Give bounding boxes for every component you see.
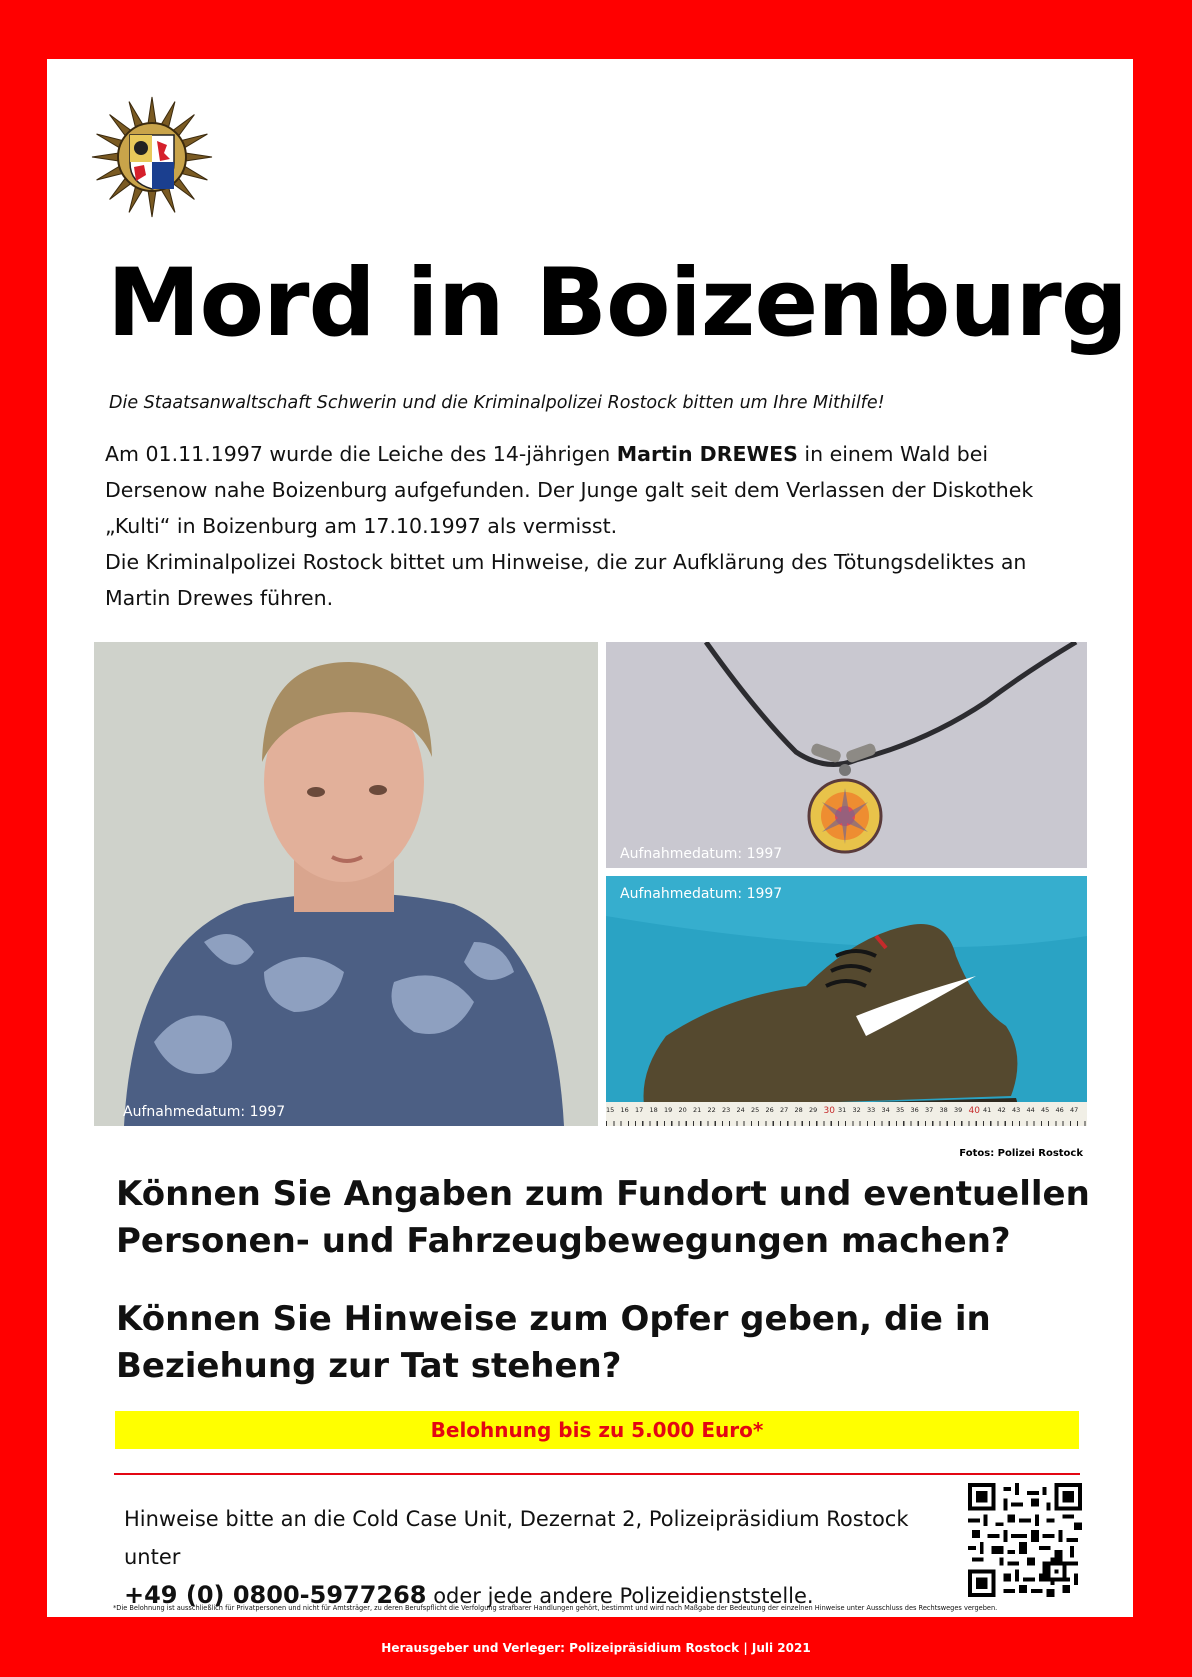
case-description	[105, 436, 1085, 616]
ruler-number: 33	[867, 1106, 876, 1114]
ruler-number: 35	[896, 1106, 905, 1114]
ruler-number: 26	[765, 1106, 774, 1114]
ruler-scale	[606, 1106, 1087, 1116]
question-line: Personen- und Fahrzeugbewegungen machen?	[116, 1221, 1011, 1261]
ruler-number: 42	[997, 1106, 1006, 1114]
ruler-number: 24	[736, 1106, 745, 1114]
poster-sheet	[47, 59, 1133, 1617]
reward-disclaimer: *Die Belohnung ist ausschließlich für Privatpersonen und nicht für Amtsträger, zu deren Berufspflicht die Verfolgung strafbarer Handlungen gehört, bestimmt und wird nach Maßgabe der Bedeutung der einzelnen Hinweise unter Ausschluss des Rechtsweges vergeben.	[113, 1604, 998, 1612]
ruler-number: 22	[707, 1106, 716, 1114]
ruler-number: 37	[925, 1106, 934, 1114]
ruler-number: 17	[635, 1106, 644, 1114]
ruler-number: 39	[954, 1106, 963, 1114]
photo-caption: Aufnahmedatum: 1997	[620, 886, 783, 902]
contact-info	[124, 1500, 944, 1615]
ruler-number: 30	[823, 1106, 835, 1116]
phone-number[interactable]: +49 (0) 0800-5977268	[124, 1581, 427, 1609]
necklace-photo	[606, 642, 1087, 868]
measuring-ruler	[606, 1102, 1087, 1126]
reward-banner: Belohnung bis zu 5.000 Euro*	[115, 1411, 1079, 1449]
ruler-number: 20	[678, 1106, 687, 1114]
page-title: Mord in Boizenburg	[107, 249, 1128, 358]
contact-text: oder jede andere Polizeidienststelle.	[426, 1584, 814, 1608]
contact-line: Hinweise bitte an die Cold Case Unit, Dezernat 2, Polizeipräsidium Rostock unter	[124, 1507, 909, 1569]
qr-code-icon[interactable]	[968, 1483, 1082, 1597]
ruler-ticks	[606, 1121, 1087, 1126]
question-line: Beziehung zur Tat stehen?	[116, 1346, 622, 1386]
photo-credit: Fotos: Polizei Rostock	[959, 1148, 1083, 1159]
description-text: in einem Wald bei	[797, 442, 989, 466]
ruler-number: 41	[983, 1106, 992, 1114]
police-star-badge-icon	[91, 96, 213, 218]
description-line: Dersenow nahe Boizenburg aufgefunden. Der Junge galt seit dem Verlassen der Diskothek	[105, 478, 1034, 502]
divider	[114, 1473, 1080, 1475]
ruler-number: 29	[809, 1106, 818, 1114]
photo-caption: Aufnahmedatum: 1997	[123, 1104, 286, 1120]
ruler-number: 28	[794, 1106, 803, 1114]
ruler-number: 43	[1012, 1106, 1021, 1114]
victim-name: Martin DREWES	[616, 442, 798, 466]
subtitle: Die Staatsanwaltschaft Schwerin und die Kriminalpolizei Rostock bitten um Ihre Mithilfe!	[109, 393, 885, 413]
ruler-number: 23	[722, 1106, 731, 1114]
ruler-number: 21	[693, 1106, 702, 1114]
ruler-number: 38	[939, 1106, 948, 1114]
victim-portrait-photo	[94, 642, 598, 1126]
ruler-number: 34	[881, 1106, 890, 1114]
ruler-number: 19	[664, 1106, 673, 1114]
publisher-footer: Herausgeber und Verleger: Polizeipräsidium Rostock | Juli 2021	[381, 1641, 811, 1655]
question-line: Können Sie Hinweise zum Opfer geben, die in	[116, 1299, 991, 1339]
ruler-number: 36	[910, 1106, 919, 1114]
description-line: Die Kriminalpolizei Rostock bittet um Hinweise, die zur Aufklärung des Tötungsdeliktes an	[105, 550, 1027, 574]
question-location	[116, 1171, 1106, 1265]
ruler-number: 31	[838, 1106, 847, 1114]
ruler-number: 18	[649, 1106, 658, 1114]
ruler-number: 15	[606, 1106, 615, 1114]
description-line	[105, 436, 1085, 472]
description-text: Am 01.11.1997 wurde die Leiche des 14-jährigen	[105, 442, 617, 466]
ruler-number: 45	[1041, 1106, 1050, 1114]
description-line: „Kulti“ in Boizenburg am 17.10.1997 als vermisst.	[105, 514, 618, 538]
question-line: Können Sie Angaben zum Fundort und eventuellen	[116, 1174, 1090, 1214]
ruler-number: 46	[1055, 1106, 1064, 1114]
ruler-number: 44	[1026, 1106, 1035, 1114]
ruler-number: 47	[1070, 1106, 1079, 1114]
description-line: Martin Drewes führen.	[105, 586, 334, 610]
ruler-number: 40	[968, 1106, 980, 1116]
ruler-number: 32	[852, 1106, 861, 1114]
ruler-number: 16	[620, 1106, 629, 1114]
question-victim	[116, 1296, 1106, 1390]
ruler-number: 27	[780, 1106, 789, 1114]
photo-caption: Aufnahmedatum: 1997	[620, 846, 783, 862]
shoe-photo	[606, 876, 1087, 1126]
ruler-number: 25	[751, 1106, 760, 1114]
